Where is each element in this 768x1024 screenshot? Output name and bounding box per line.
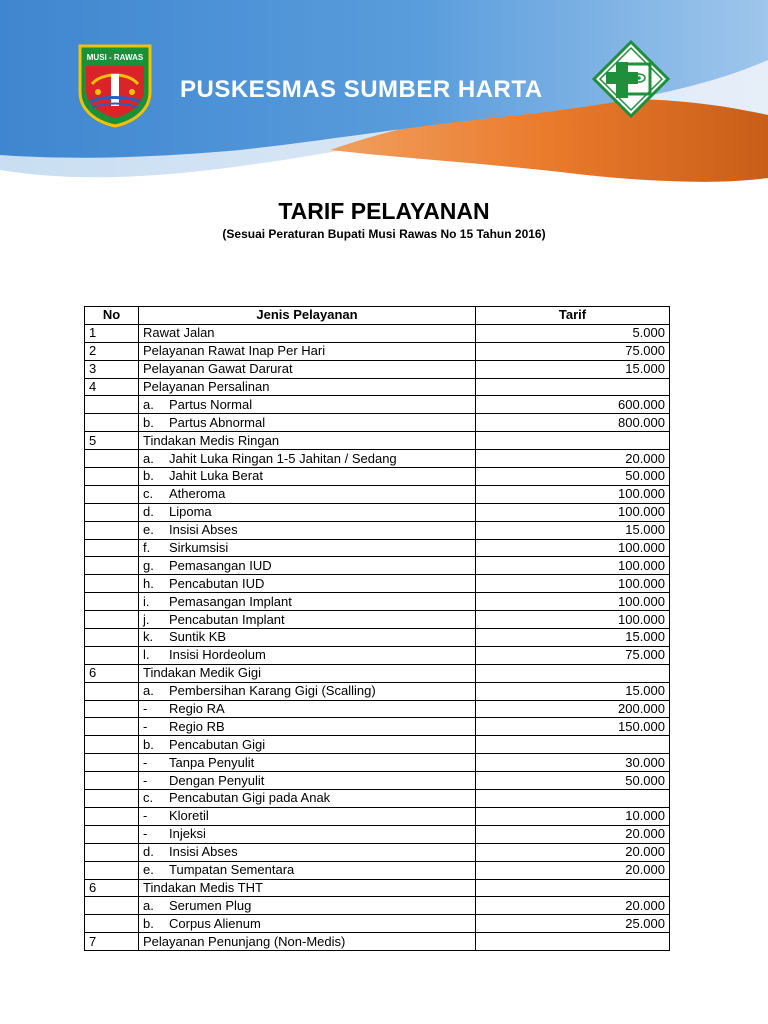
table-row [85,897,670,915]
cell-tarif [476,736,670,754]
table-row [85,485,670,503]
cell-jenis-pelayanan [139,629,476,647]
table-row [85,915,670,933]
cell-no: 6 [85,664,139,682]
cell-no: 7 [85,933,139,951]
cell-tarif: 75.000 [476,646,670,664]
cell-jenis-pelayanan [139,360,476,378]
cell-jenis-pelayanan [139,485,476,503]
sub-item-marker: c. [143,790,154,806]
puskesmas-logo-icon [592,40,670,118]
sub-item-marker: a. [143,396,154,412]
cell-tarif: 25.000 [476,915,670,933]
sub-item-marker: - [143,754,148,770]
cell-no [85,915,139,933]
table-row [85,378,670,396]
sub-item-marker: d. [143,844,154,860]
cell-tarif: 5.000 [476,324,670,342]
cell-no [85,521,139,539]
cell-jenis-pelayanan [139,843,476,861]
table-row [85,861,670,879]
sub-item-marker: b. [143,414,154,430]
service-label: Tindakan Medis THT [143,879,263,895]
cell-jenis-pelayanan [139,575,476,593]
sub-item-marker: b. [143,736,154,752]
table-row [85,324,670,342]
cell-jenis-pelayanan [139,879,476,897]
sub-item-marker: b. [143,468,154,484]
sub-item-marker: k. [143,629,154,645]
service-label: Injeksi [169,826,206,842]
cell-tarif: 800.000 [476,414,670,432]
sub-item-marker: b. [143,915,154,931]
sub-item-marker: j. [143,611,150,627]
cell-tarif: 100.000 [476,557,670,575]
column-header-tarif: Tarif [476,307,670,325]
service-label: Tindakan Medik Gigi [143,665,262,681]
cell-no [85,468,139,486]
table-row [85,611,670,629]
cell-tarif [476,664,670,682]
service-label: Atheroma [169,486,226,502]
table-row [85,646,670,664]
cell-jenis-pelayanan [139,414,476,432]
cell-jenis-pelayanan [139,432,476,450]
table-body [85,324,670,950]
cell-no [85,790,139,808]
cell-no: 4 [85,378,139,396]
cell-tarif: 100.000 [476,575,670,593]
service-label: Pencabutan Implant [169,611,285,627]
cell-tarif [476,790,670,808]
sub-item-marker: i. [143,593,150,609]
sub-item-marker: a. [143,897,154,913]
document-subtitle: (Sesuai Peraturan Bupati Musi Rawas No 15 Tahun 2016) [222,227,546,241]
service-label: Pelayanan Rawat Inap Per Hari [143,343,326,359]
table-header-row [85,307,670,325]
cell-no: 3 [85,360,139,378]
cell-jenis-pelayanan [139,539,476,557]
table-row [85,825,670,843]
cell-tarif: 600.000 [476,396,670,414]
service-label: Pelayanan Penunjang (Non-Medis) [143,933,346,949]
cell-jenis-pelayanan [139,736,476,754]
cell-jenis-pelayanan [139,861,476,879]
table-row [85,682,670,700]
cell-jenis-pelayanan [139,790,476,808]
table-row [85,396,670,414]
cell-no [85,575,139,593]
table-row [85,414,670,432]
cell-tarif [476,432,670,450]
cell-tarif: 15.000 [476,521,670,539]
table-row [85,629,670,647]
cell-no: 5 [85,432,139,450]
cell-no [85,646,139,664]
cell-jenis-pelayanan [139,324,476,342]
cell-jenis-pelayanan [139,897,476,915]
cell-tarif: 15.000 [476,682,670,700]
cell-no [85,593,139,611]
cell-jenis-pelayanan [139,772,476,790]
table-row [85,700,670,718]
cell-tarif: 100.000 [476,593,670,611]
cell-no [85,861,139,879]
service-label: Pemasangan Implant [169,593,292,609]
table-row [85,933,670,951]
cell-jenis-pelayanan [139,718,476,736]
table-row [85,521,670,539]
cell-no [85,843,139,861]
table-row [85,450,670,468]
cell-tarif [476,933,670,951]
cell-no [85,396,139,414]
cell-tarif: 150.000 [476,718,670,736]
sub-item-marker: - [143,718,148,734]
cell-no [85,682,139,700]
tariff-table [84,306,670,951]
cell-jenis-pelayanan [139,825,476,843]
cell-no [85,736,139,754]
cell-tarif [476,879,670,897]
cell-no: 1 [85,324,139,342]
sub-item-marker: h. [143,575,154,591]
service-label: Insisi Abses [169,522,238,538]
service-label: Partus Abnormal [169,414,266,430]
cell-no [85,754,139,772]
service-label: Suntik KB [169,629,227,645]
cell-tarif: 10.000 [476,807,670,825]
cell-no [85,700,139,718]
sub-item-marker: f. [143,540,151,556]
cell-tarif: 20.000 [476,861,670,879]
cell-tarif: 20.000 [476,897,670,915]
service-label: Pelayanan Gawat Darurat [143,361,293,377]
table-row [85,718,670,736]
sub-item-marker: - [143,808,148,824]
cell-jenis-pelayanan [139,807,476,825]
service-label: Partus Normal [169,396,253,412]
cell-tarif: 100.000 [476,611,670,629]
cell-jenis-pelayanan [139,933,476,951]
cell-jenis-pelayanan [139,700,476,718]
service-label: Jahit Luka Ringan 1-5 Jahitan / Sedang [169,450,397,466]
table-row [85,539,670,557]
cell-jenis-pelayanan [139,611,476,629]
cell-no [85,611,139,629]
cell-no [85,450,139,468]
sub-item-marker: d. [143,504,154,520]
cell-no [85,629,139,647]
cell-tarif: 15.000 [476,629,670,647]
cell-tarif: 50.000 [476,468,670,486]
cell-jenis-pelayanan [139,557,476,575]
service-label: Rawat Jalan [143,325,215,341]
service-label: Regio RA [169,701,225,717]
cell-jenis-pelayanan [139,915,476,933]
cell-jenis-pelayanan [139,503,476,521]
cell-tarif: 200.000 [476,700,670,718]
cell-jenis-pelayanan [139,396,476,414]
sub-item-marker: - [143,772,148,788]
cell-jenis-pelayanan [139,468,476,486]
table-row [85,807,670,825]
table-row [85,360,670,378]
service-label: Corpus Alienum [169,915,261,931]
cell-no [85,718,139,736]
service-label: Tanpa Penyulit [169,754,255,770]
cell-no [85,503,139,521]
table-row [85,879,670,897]
sub-item-marker: l. [143,647,150,663]
cell-jenis-pelayanan [139,450,476,468]
cell-no [85,897,139,915]
service-label: Lipoma [169,504,212,520]
table-row [85,593,670,611]
cell-tarif: 75.000 [476,342,670,360]
cell-tarif: 15.000 [476,360,670,378]
cell-no: 6 [85,879,139,897]
service-label: Pemasangan IUD [169,557,272,573]
service-label: Insisi Abses [169,844,238,860]
cell-no [85,772,139,790]
service-label: Sirkumsisi [169,540,229,556]
table-row [85,664,670,682]
column-header-jenis: Jenis Pelayanan [139,307,476,325]
service-label: Regio RB [169,718,225,734]
table-row [85,736,670,754]
page-header [0,0,768,200]
cell-tarif: 30.000 [476,754,670,772]
cell-tarif: 100.000 [476,485,670,503]
cell-jenis-pelayanan [139,646,476,664]
service-label: Dengan Penyulit [169,772,265,788]
table-row [85,843,670,861]
sub-item-marker: g. [143,557,154,573]
service-label: Insisi Hordeolum [169,647,266,663]
sub-item-marker: a. [143,683,154,699]
cell-no [85,485,139,503]
sub-item-marker: e. [143,862,154,878]
cell-jenis-pelayanan [139,682,476,700]
cell-no [85,557,139,575]
cell-jenis-pelayanan [139,754,476,772]
service-label: Pelayanan Persalinan [143,379,270,394]
table-row [85,790,670,808]
musi-rawas-emblem-icon [78,44,152,128]
service-label: Tindakan Medis Ringan [143,432,280,448]
sub-item-marker: - [143,701,148,717]
service-label: Serumen Plug [169,897,252,913]
service-label: Tumpatan Sementara [169,862,295,878]
cell-no [85,807,139,825]
sub-item-marker: c. [143,486,154,502]
cell-tarif: 20.000 [476,843,670,861]
cell-no [85,414,139,432]
sub-item-marker: a. [143,450,154,466]
cell-jenis-pelayanan [139,342,476,360]
cell-no: 2 [85,342,139,360]
service-label: Jahit Luka Berat [169,468,263,484]
table-row [85,557,670,575]
service-label: Pencabutan Gigi [169,736,266,752]
table-row [85,772,670,790]
cell-tarif: 50.000 [476,772,670,790]
cell-no [85,825,139,843]
sub-item-marker: e. [143,522,154,538]
cell-jenis-pelayanan [139,593,476,611]
service-label: Pencabutan Gigi pada Anak [169,790,331,806]
cell-no [85,539,139,557]
service-label: Pencabutan IUD [169,575,265,591]
cell-jenis-pelayanan [139,521,476,539]
organization-name: PUSKESMAS SUMBER HARTA [180,76,543,103]
table-row [85,754,670,772]
cell-tarif: 20.000 [476,450,670,468]
table-row [85,468,670,486]
service-label: Kloretil [169,808,209,824]
cell-tarif [476,378,670,396]
document-title: TARIF PELAYANAN [278,198,490,224]
table-row [85,432,670,450]
column-header-no: No [85,307,139,325]
table-row [85,575,670,593]
sub-item-marker: - [143,826,148,842]
cell-jenis-pelayanan [139,378,476,396]
cell-tarif: 100.000 [476,503,670,521]
table-row [85,342,670,360]
cell-tarif: 100.000 [476,539,670,557]
emblem-text: MUSI - RAWAS [86,53,144,62]
cell-tarif: 20.000 [476,825,670,843]
table-row [85,503,670,521]
service-label: Pembersihan Karang Gigi (Scalling) [169,683,376,699]
cell-jenis-pelayanan [139,664,476,682]
